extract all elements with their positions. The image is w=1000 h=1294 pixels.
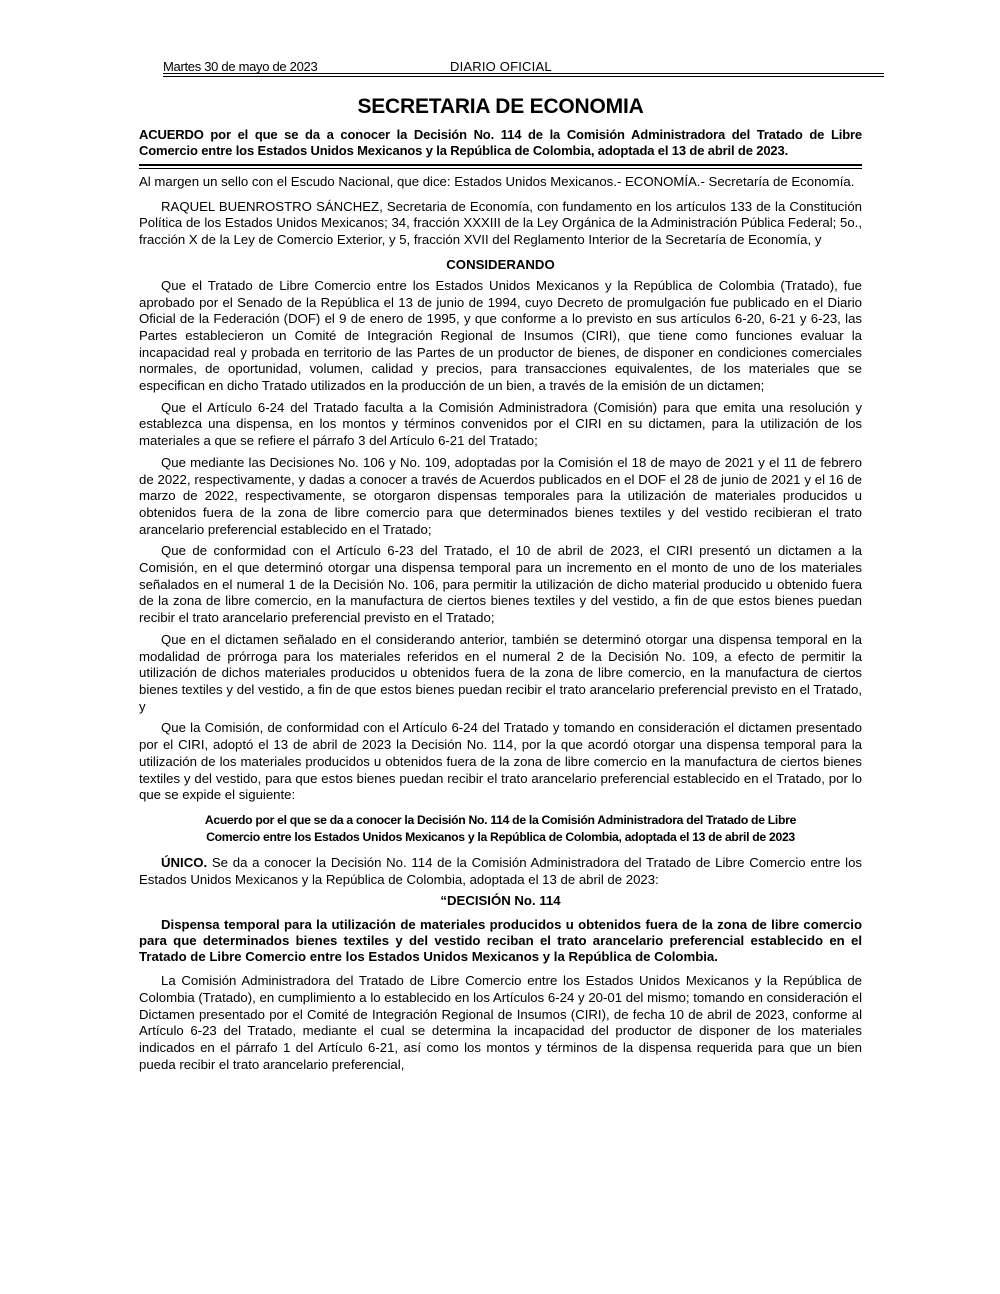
considerando-paragraph-5: Que en el dictamen señalado en el considerando anterior, también se determinó otorgar una dispensa temporal en la modalidad de prórroga para los materiales referidos en el numeral 2 de la Decisión No. 109, a efecto de permitir la utilización de dichos materiales producidos u obtenidos fuera de la zona de libre comercio, en la manufactura de ciertos bienes textiles y del vestido, a fin de que estos bienes puedan recibir el trato arancelario preferencial previsto en el Tratado, y bbox=[139, 631, 862, 714]
header-date: Martes 30 de mayo de 2023 bbox=[163, 59, 318, 74]
considerando-paragraph-6: Que la Comisión, de conformidad con el Artículo 6-24 del Tratado y tomando en consideración el dictamen presentado por el CIRI, adoptó el 13 de abril de 2023 la Decisión No. 114, por la que acordó otorgar una dispensa temporal para la utilización de los materiales producidos u obtenidos fuera de la zona de libre comercio en la manufactura de ciertos bienes textiles y del vestido, para que estos bienes puedan recibir el trato arancelario preferencial establecido en el Tratado, por lo que se expide el siguiente: bbox=[139, 720, 862, 803]
unico-text: Se da a conocer la Decisión No. 114 de la Comisión Administradora del Tratado de Libre Comercio entre los Estados Unidos Mexicanos y la República de Colombia, adoptada el 13 de abril de 2023: bbox=[139, 854, 862, 887]
unico-label: ÚNICO. bbox=[161, 854, 208, 870]
preamble-paragraph: RAQUEL BUENROSTRO SÁNCHEZ, Secretaria de Economía, con fundamento en los artículos 133 de la Constitución Política de los Estados Unidos Mexicanos; 34, fracción XXXIII de la Ley Orgánica de la Administración Pública Federal; 5o., fracción X de la Ley de Comercio Exterior, y 5, fracción XVII del Reglamento Interior de la Secretaría de Economía, y bbox=[139, 198, 862, 248]
decision-body: La Comisión Administradora del Tratado de Libre Comercio entre los Estados Unidos Mexicanos y la República de Colombia (Tratado), en cumplimiento a lo establecido en los Artículos 6-24 y 20-01 del mismo; tomando en consideración el Dictamen presentado por el Comité de Integración Regional de Insumos (CIRI), de fecha 10 de abril de 2023, conforme al Artículo 6-23 del Tratado, mediante el cual se determina la incapacidad del productor de disponer de los materiales indicados en el párrafo 1 del Artículo 6-21, así como los montos y términos de la dispensa requerida para que un bien pueda recibir el trato arancelario preferencial, bbox=[139, 973, 862, 1072]
header-rule-double bbox=[163, 76, 884, 77]
running-header bbox=[139, 0, 862, 76]
considerando-paragraph-1: Que el Tratado de Libre Comercio entre los Estados Unidos Mexicanos y la República de Colombia (Tratado), fue aprobado por el Senado de la República el 13 de junio de 1994, cuyo Decreto de promulgación fue publicado en el Diario Oficial de la Federación (DOF) el 9 de enero de 1995, y que conforme a lo previsto en sus artículos 6-20, 6-21 y 6-23, las Partes establecieron un Comité de Integración Regional de Insumos (CIRI), que tiene como funciones evaluar la incapacidad real y probada en territorio de las Partes de un productor de bienes, de disponer en condiciones comerciales normales, de oportunidad, volumen, calidad y precios, para transacciones equivalentes, de los materiales que se especifican en dicho Tratado utilizados en la producción de un bien, a través de la emisión de un dictamen; bbox=[139, 277, 862, 394]
title-rule-double bbox=[139, 168, 862, 169]
acuerdo-subtitle-line-2: Comercio entre los Estados Unidos Mexicanos y la República de Colombia, adoptada el 13 de abril de 2023 bbox=[206, 830, 795, 845]
acuerdo-title: ACUERDO por el que se da a conocer la Decisión No. 114 de la Comisión Administradora del Tratado de Libre Comercio entre los Estados Unidos Mexicanos y la República de Colombia, adoptada el 13 de abril de 2023. bbox=[139, 127, 862, 158]
considerando-paragraph-4: Que de conformidad con el Artículo 6-23 del Tratado, el 10 de abril de 2023, el CIRI presentó un dictamen a la Comisión, en el que determinó otorgar una dispensa temporal para un incremento en el monto de uno de los materiales señalados en el numeral 1 de la Decisión No. 106, para permitir la utilización de dicho material producido u obtenido fuera de la zona de libre comercio, en la manufactura de ciertos bienes textiles y del vestido, a fin de que estos bienes puedan recibir el trato arancelario preferencial previsto en el Tratado; bbox=[139, 543, 862, 626]
decision-title: Dispensa temporal para la utilización de materiales producidos u obtenidos fuera de la zona de libre comercio para que determinados bienes textiles y del vestido reciban el trato arancelario preferencial establecido en el Tratado de Libre Comercio entre los Estados Unidos Mexicanos y la República de Colombia. bbox=[139, 917, 862, 965]
document-page bbox=[139, 0, 862, 1074]
section-title: SECRETARIA DE ECONOMIA bbox=[357, 95, 644, 118]
acuerdo-subtitle bbox=[139, 812, 862, 847]
decision-heading: “DECISIÓN No. 114 bbox=[440, 893, 561, 909]
title-rule bbox=[139, 164, 862, 166]
header-publication: DIARIO OFICIAL bbox=[450, 59, 552, 74]
header-rule bbox=[163, 73, 884, 74]
considerando-heading: CONSIDERANDO bbox=[446, 256, 555, 272]
unico-paragraph bbox=[139, 855, 862, 888]
acuerdo-subtitle-line-1: Acuerdo por el que se da a conocer la Decisión No. 114 de la Comisión Administradora del Tratado de Libre bbox=[204, 812, 797, 827]
considerando-paragraph-2: Que el Artículo 6-24 del Tratado faculta a la Comisión Administradora (Comisión) para que emita una resolución y establezca una dispensa, en los montos y términos convenidos por el CIRI en su dictamen, para la utilización de los materiales a que se refiere el párrafo 3 del Artículo 6-21 del Tratado; bbox=[139, 399, 862, 449]
margin-note: Al margen un sello con el Escudo Nacional, que dice: Estados Unidos Mexicanos.- ECONOMÍA.- Secretaría de Economía. bbox=[139, 174, 855, 189]
considerando-paragraph-3: Que mediante las Decisiones No. 106 y No. 109, adoptadas por la Comisión el 18 de mayo de 2021 y el 11 de febrero de 2022, respectivamente, y dadas a conocer a través de Acuerdos publicados en el DOF el 28 de junio de 2021 y el 16 de marzo de 2022, respectivamente, se otorgaron dispensas temporales para la utilización de materiales producidos u obtenidos fuera de la zona de libre comercio para que determinados bienes textiles y del vestido recibieran el trato arancelario preferencial establecido en el Tratado; bbox=[139, 454, 862, 537]
